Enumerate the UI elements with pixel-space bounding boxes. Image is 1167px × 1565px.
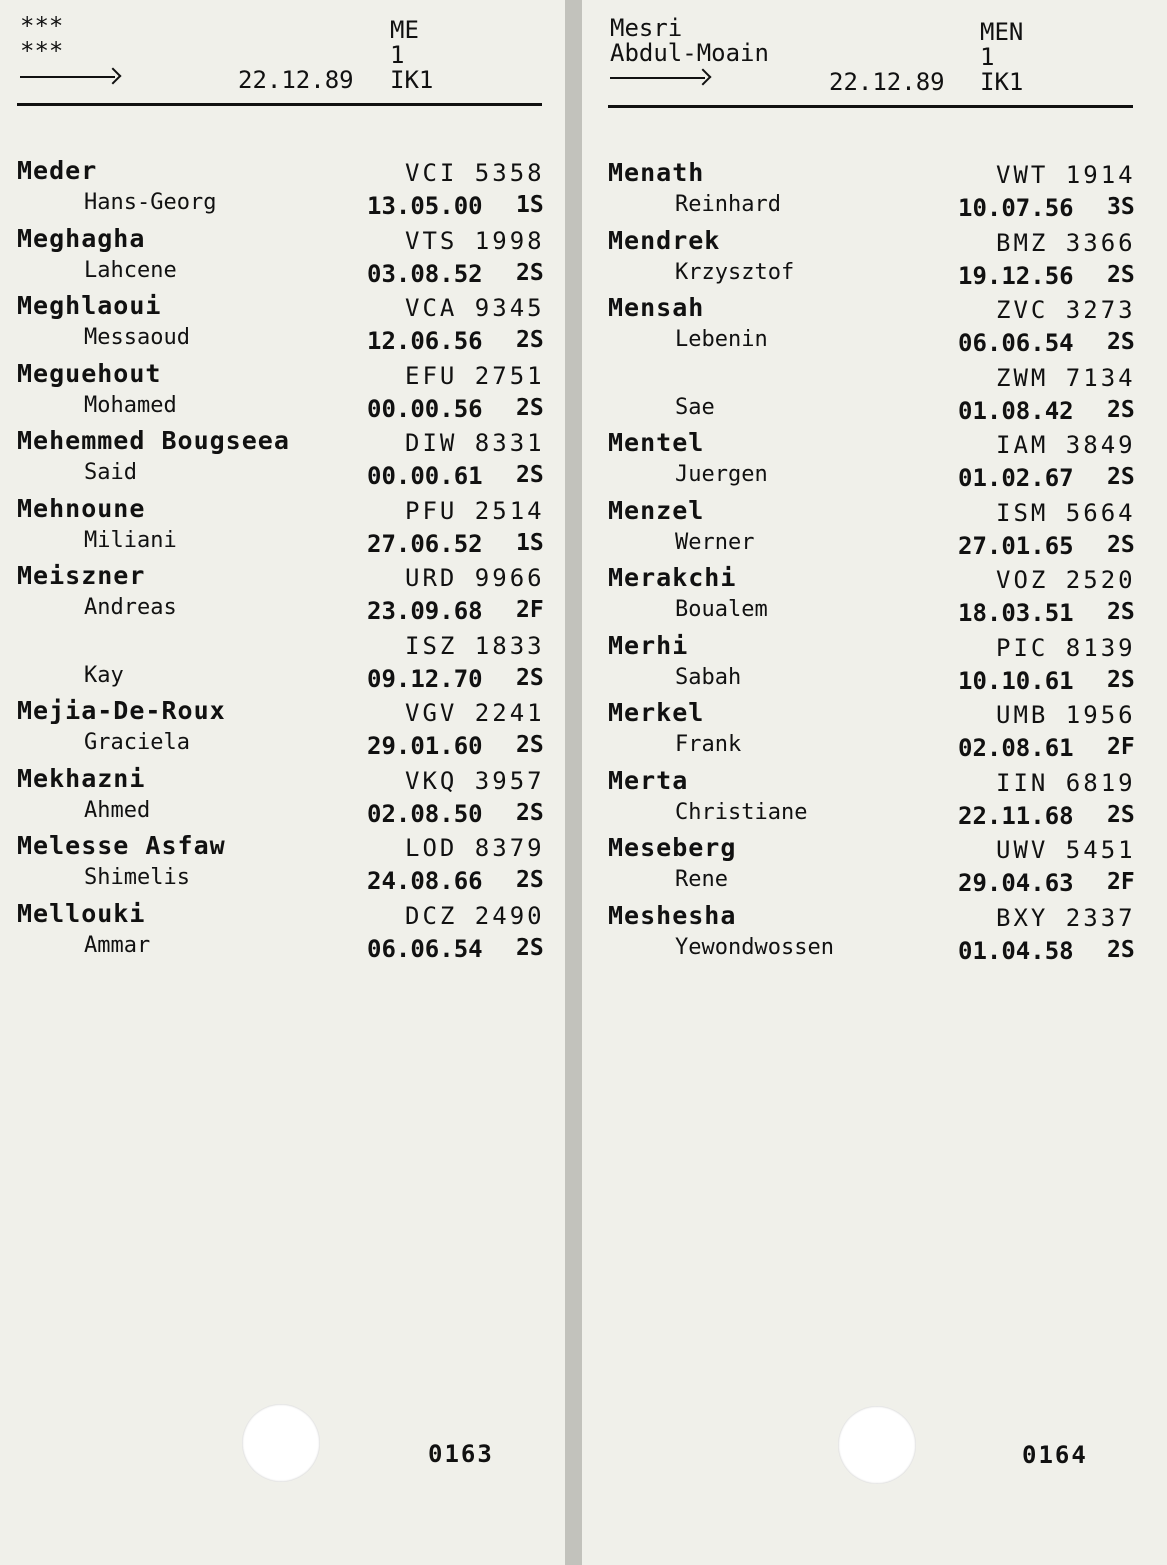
entry-code: 2S <box>1107 261 1135 288</box>
entry-row <box>17 831 547 899</box>
entry-row <box>608 428 1138 496</box>
entry-given-name: Sabah <box>675 664 742 690</box>
entry-date-of-birth: 13.05.00 <box>367 192 483 220</box>
entry-surname: Mekhazni <box>17 763 146 793</box>
entry-surname: Mentel <box>608 428 705 457</box>
entry-plate: BMZ 3366 <box>996 228 1136 257</box>
entry-given-name: Lahcene <box>84 257 177 283</box>
entry-row <box>17 561 547 629</box>
entry-plate: UWV 5451 <box>996 836 1136 864</box>
entry-plate: URD 9966 <box>405 564 545 592</box>
entry-code: 2S <box>516 934 544 961</box>
entry-date-of-birth: 29.04.63 <box>958 869 1074 897</box>
card-code-1: MEN <box>980 18 1024 46</box>
entry-plate: VWT 1914 <box>996 161 1136 189</box>
card-code-block <box>390 18 433 93</box>
entry-date-of-birth: 06.06.54 <box>367 934 483 963</box>
entry-plate: VTS 1998 <box>405 226 545 255</box>
entry-date-of-birth: 12.06.56 <box>367 327 483 355</box>
arrow-icon <box>20 76 115 78</box>
entry-surname: Meghagha <box>17 223 146 253</box>
entry-date-of-birth: 00.00.61 <box>367 462 483 490</box>
entry-given-name: Mohamed <box>84 392 177 418</box>
index-card-left <box>0 0 565 1565</box>
entry-date-of-birth: 10.07.56 <box>958 194 1074 222</box>
entry-row <box>608 361 1138 429</box>
card-code-3: IK1 <box>390 66 434 94</box>
header-rule <box>608 105 1133 108</box>
header-line-2: Abdul-Moain <box>610 39 769 67</box>
entry-row <box>17 764 547 832</box>
entry-given-name: Miliani <box>84 527 177 553</box>
entry-row <box>17 359 547 427</box>
header-line-1: Mesri <box>610 14 683 42</box>
entry-plate: VKQ 3957 <box>405 766 545 795</box>
entry-list <box>17 156 547 966</box>
entry-date-of-birth: 10.10.61 <box>958 666 1074 695</box>
entry-date-of-birth: 23.09.68 <box>367 597 483 625</box>
page-number: 0163 <box>428 1440 494 1468</box>
entry-date-of-birth: 01.02.67 <box>958 464 1074 492</box>
entry-code: 2S <box>1107 936 1135 963</box>
entry-surname: Mensah <box>608 293 705 322</box>
entry-surname: Meguehout <box>17 358 162 388</box>
entry-code: 2S <box>516 259 544 286</box>
entry-given-name: Ammar <box>84 932 151 958</box>
entry-code: 2S <box>1107 801 1135 828</box>
entry-surname: Meseberg <box>608 833 737 862</box>
card-header-left <box>610 16 769 66</box>
punch-hole <box>242 1404 320 1482</box>
header-rule <box>17 103 542 106</box>
entry-surname: Mellouki <box>17 898 146 928</box>
arrow-icon <box>610 77 705 79</box>
entry-plate: DIW 8331 <box>405 429 545 457</box>
entry-plate: PFU 2514 <box>405 496 545 525</box>
entry-given-name: Christiane <box>675 799 808 825</box>
entry-given-name: Lebenin <box>675 327 768 352</box>
entry-date-of-birth: 18.03.51 <box>958 599 1074 627</box>
entry-given-name: Krzysztof <box>675 259 795 285</box>
entry-surname: Mehemmed Bougseea <box>17 426 290 455</box>
entry-row <box>17 696 547 764</box>
entry-code: 2S <box>516 462 544 488</box>
entry-plate: VGV 2241 <box>405 699 545 727</box>
entry-surname: Melesse Asfaw <box>17 831 226 860</box>
entry-plate: ZVC 3273 <box>996 296 1136 324</box>
entry-code: 1S <box>516 192 544 218</box>
entry-date-of-birth: 00.00.56 <box>367 394 483 423</box>
entry-plate: UMB 1956 <box>996 701 1136 729</box>
card-code-1: ME <box>390 16 419 44</box>
entry-surname: Mendrek <box>608 225 721 255</box>
entry-given-name: Ahmed <box>84 797 151 823</box>
entry-code: 2S <box>516 732 544 758</box>
entry-row <box>608 833 1138 901</box>
page-number: 0164 <box>1022 1441 1088 1469</box>
entry-date-of-birth: 02.08.61 <box>958 734 1074 762</box>
entry-row <box>17 899 547 967</box>
entry-row <box>608 766 1138 834</box>
entry-list <box>608 158 1138 968</box>
entry-date-of-birth: 06.06.54 <box>958 329 1074 357</box>
entry-date-of-birth: 29.01.60 <box>367 732 483 760</box>
entry-date-of-birth: 01.04.58 <box>958 936 1074 965</box>
entry-given-name: Rene <box>675 867 728 892</box>
entry-surname: Merhi <box>608 630 689 660</box>
entry-code: 2S <box>1107 329 1135 355</box>
entry-row <box>608 158 1138 226</box>
entry-given-name: Hans-Georg <box>84 190 217 215</box>
entry-surname: Mejia-De-Roux <box>17 696 226 725</box>
entry-given-name: Frank <box>675 732 742 757</box>
card-code-2: 1 <box>390 41 405 69</box>
header-line-1: *** <box>20 12 64 40</box>
entry-code: 2S <box>516 327 544 353</box>
card-date: 22.12.89 <box>829 68 945 96</box>
card-header-left <box>20 14 63 64</box>
index-card-right <box>582 0 1167 1565</box>
entry-code: 2S <box>1107 464 1135 490</box>
card-date: 22.12.89 <box>238 66 354 94</box>
entry-surname: Meder <box>17 156 98 185</box>
entry-given-name: Messaoud <box>84 325 190 350</box>
entry-surname: Meghlaoui <box>17 291 162 320</box>
entry-date-of-birth: 02.08.50 <box>367 799 483 828</box>
entry-given-name: Said <box>84 460 137 485</box>
entry-code: 2S <box>1107 396 1135 423</box>
entry-date-of-birth: 01.08.42 <box>958 396 1074 425</box>
entry-given-name: Boualem <box>675 597 768 622</box>
entry-date-of-birth: 03.08.52 <box>367 259 483 288</box>
entry-date-of-birth: 09.12.70 <box>367 664 483 693</box>
entry-surname: Merkel <box>608 698 705 727</box>
entry-plate: VCI 5358 <box>405 159 545 187</box>
entry-row <box>608 293 1138 361</box>
entry-plate: VCA 9345 <box>405 294 545 322</box>
card-code-2: 1 <box>980 43 995 71</box>
entry-surname: Mehnoune <box>17 493 146 523</box>
entry-given-name: Sae <box>675 394 715 420</box>
entry-row <box>17 629 547 697</box>
entry-given-name: Andreas <box>84 595 177 620</box>
entry-plate: DCZ 2490 <box>405 901 545 930</box>
entry-date-of-birth: 22.11.68 <box>958 801 1074 830</box>
entry-given-name: Kay <box>84 662 124 688</box>
entry-given-name: Werner <box>675 529 755 555</box>
entry-code: 1S <box>516 529 544 556</box>
entry-surname: Meshesha <box>608 900 737 930</box>
card-gap <box>565 0 582 1565</box>
entry-code: 3S <box>1107 194 1135 220</box>
entry-code: 2F <box>1107 869 1135 895</box>
entry-surname: Menath <box>608 158 705 187</box>
entry-surname: Menzel <box>608 495 705 525</box>
entry-plate: LOD 8379 <box>405 834 545 862</box>
entry-row <box>17 224 547 292</box>
entry-code: 2S <box>1107 666 1135 693</box>
card-code-3: IK1 <box>980 68 1024 96</box>
entry-code: 2S <box>516 664 544 691</box>
entry-row <box>608 631 1138 699</box>
entry-code: 2S <box>516 799 544 826</box>
entry-surname: Meiszner <box>17 561 146 590</box>
entry-row <box>608 698 1138 766</box>
entry-code: 2S <box>1107 599 1135 625</box>
entry-date-of-birth: 19.12.56 <box>958 261 1074 290</box>
entry-code: 2S <box>516 394 544 421</box>
entry-given-name: Shimelis <box>84 865 190 890</box>
entry-row <box>608 496 1138 564</box>
entry-row <box>608 901 1138 969</box>
entry-plate: PIC 8139 <box>996 633 1136 662</box>
entry-row <box>608 563 1138 631</box>
entry-date-of-birth: 24.08.66 <box>367 867 483 895</box>
entry-row <box>608 226 1138 294</box>
entry-code: 2S <box>516 867 544 893</box>
entry-code: 2S <box>1107 531 1135 558</box>
entry-given-name: Yewondwossen <box>675 934 834 960</box>
entry-plate: EFU 2751 <box>405 361 545 390</box>
entry-row <box>17 156 547 224</box>
entry-code: 2F <box>1107 734 1135 760</box>
entry-plate: ISZ 1833 <box>405 631 545 660</box>
entry-plate: IIN 6819 <box>996 768 1136 797</box>
entry-given-name: Reinhard <box>675 192 781 217</box>
punch-hole <box>838 1406 916 1484</box>
entry-plate: BXY 2337 <box>996 903 1136 932</box>
header-line-2: *** <box>20 37 64 65</box>
entry-row <box>17 494 547 562</box>
entry-row <box>17 291 547 359</box>
entry-date-of-birth: 27.06.52 <box>367 529 483 558</box>
entry-given-name: Juergen <box>675 462 768 487</box>
entry-given-name: Graciela <box>84 730 190 755</box>
entry-plate: ISM 5664 <box>996 498 1136 527</box>
entry-surname: Merakchi <box>608 563 737 592</box>
card-code-block <box>980 20 1023 95</box>
entry-code: 2F <box>516 597 544 623</box>
entry-surname: Merta <box>608 765 689 795</box>
entry-plate: VOZ 2520 <box>996 566 1136 594</box>
entry-plate: ZWM 7134 <box>996 363 1136 392</box>
entry-plate: IAM 3849 <box>996 431 1136 459</box>
entry-row <box>17 426 547 494</box>
entry-date-of-birth: 27.01.65 <box>958 531 1074 560</box>
